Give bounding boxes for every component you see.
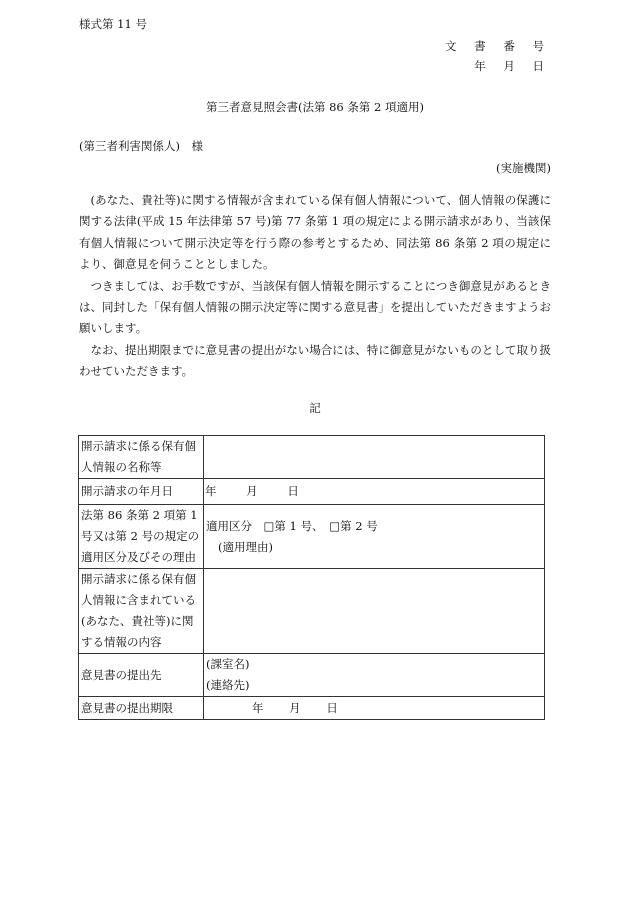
form-number: 様式第 11 号	[79, 17, 147, 31]
submit-contact: (連絡先)	[206, 678, 250, 692]
table-row-category	[79, 505, 545, 569]
category-reason: (適用理由)	[218, 539, 273, 554]
table-row-info-content	[79, 569, 545, 654]
table-row-target-info	[79, 436, 545, 479]
label-target-info: 開示請求に係る保有個人情報の名称等	[79, 436, 204, 479]
value-submit-to	[204, 654, 545, 697]
request-month: 月	[246, 484, 258, 498]
body-paragraph-2: つきましては、お手数ですが、当該保有個人情報を開示することにつき御意見があるときは、同封した「保有個人情報の開示決定等に関する意見書」を提出していただきますようお願いします。	[79, 278, 551, 336]
label-category: 法第 86 条第 2 項第 1 号又は第 2 号の規定の適用区分及びその理由	[79, 505, 204, 569]
table-row-request-date	[79, 479, 545, 505]
document-number: 文 書 番 号	[445, 39, 551, 53]
body-paragraph-1: (あなた、貴社等)に関する情報が含まれている保有個人情報について、個人情報の保護に関する法律(平成 15 年法律第 57 号)第 77 条第 1 項の規定による開示請求があり、当該保有個人情報について開示決定等を行う際の参考とするため、同法第 86 条第 2 項の規定により、御意見を伺うこととしました。	[79, 193, 551, 272]
deadline-day: 日	[326, 700, 338, 715]
ki-heading: 記	[309, 401, 321, 415]
label-deadline: 意見書の提出期限	[79, 697, 204, 720]
request-year: 年	[205, 484, 217, 498]
label-submit-to: 意見書の提出先	[79, 654, 204, 697]
request-day: 日	[287, 484, 299, 498]
page-title: 第三者意見照会書(法第 86 条第 2 項適用)	[205, 100, 425, 114]
value-deadline	[204, 697, 545, 720]
value-target-info	[204, 436, 545, 479]
document-date: 年 月 日	[474, 59, 551, 73]
body-text	[79, 190, 551, 383]
deadline-year: 年	[252, 700, 264, 715]
table-row-deadline	[79, 697, 545, 720]
submit-department: (課室名)	[206, 657, 250, 671]
addressee: (第三者利害関係人) 様	[79, 139, 203, 153]
deadline-month: 月	[289, 700, 301, 715]
value-request-date	[204, 479, 545, 505]
value-info-content	[204, 569, 545, 654]
table-row-submit-to	[79, 654, 545, 697]
body-paragraph-3: なお、提出期限までに意見書の提出がない場合には、特に御意見がないものとして取り扱わせていただきます。	[79, 342, 551, 379]
value-category	[204, 505, 545, 569]
label-request-date: 開示請求の年月日	[79, 479, 204, 505]
issuing-agency: (実施機関)	[496, 161, 551, 175]
category-options: 適用区分 □第 1 号、 □第 2 号	[206, 518, 378, 533]
info-table	[78, 435, 545, 720]
label-info-content: 開示請求に係る保有個人情報に含まれている(あなた、貴社等)に関する情報の内容	[79, 569, 204, 654]
